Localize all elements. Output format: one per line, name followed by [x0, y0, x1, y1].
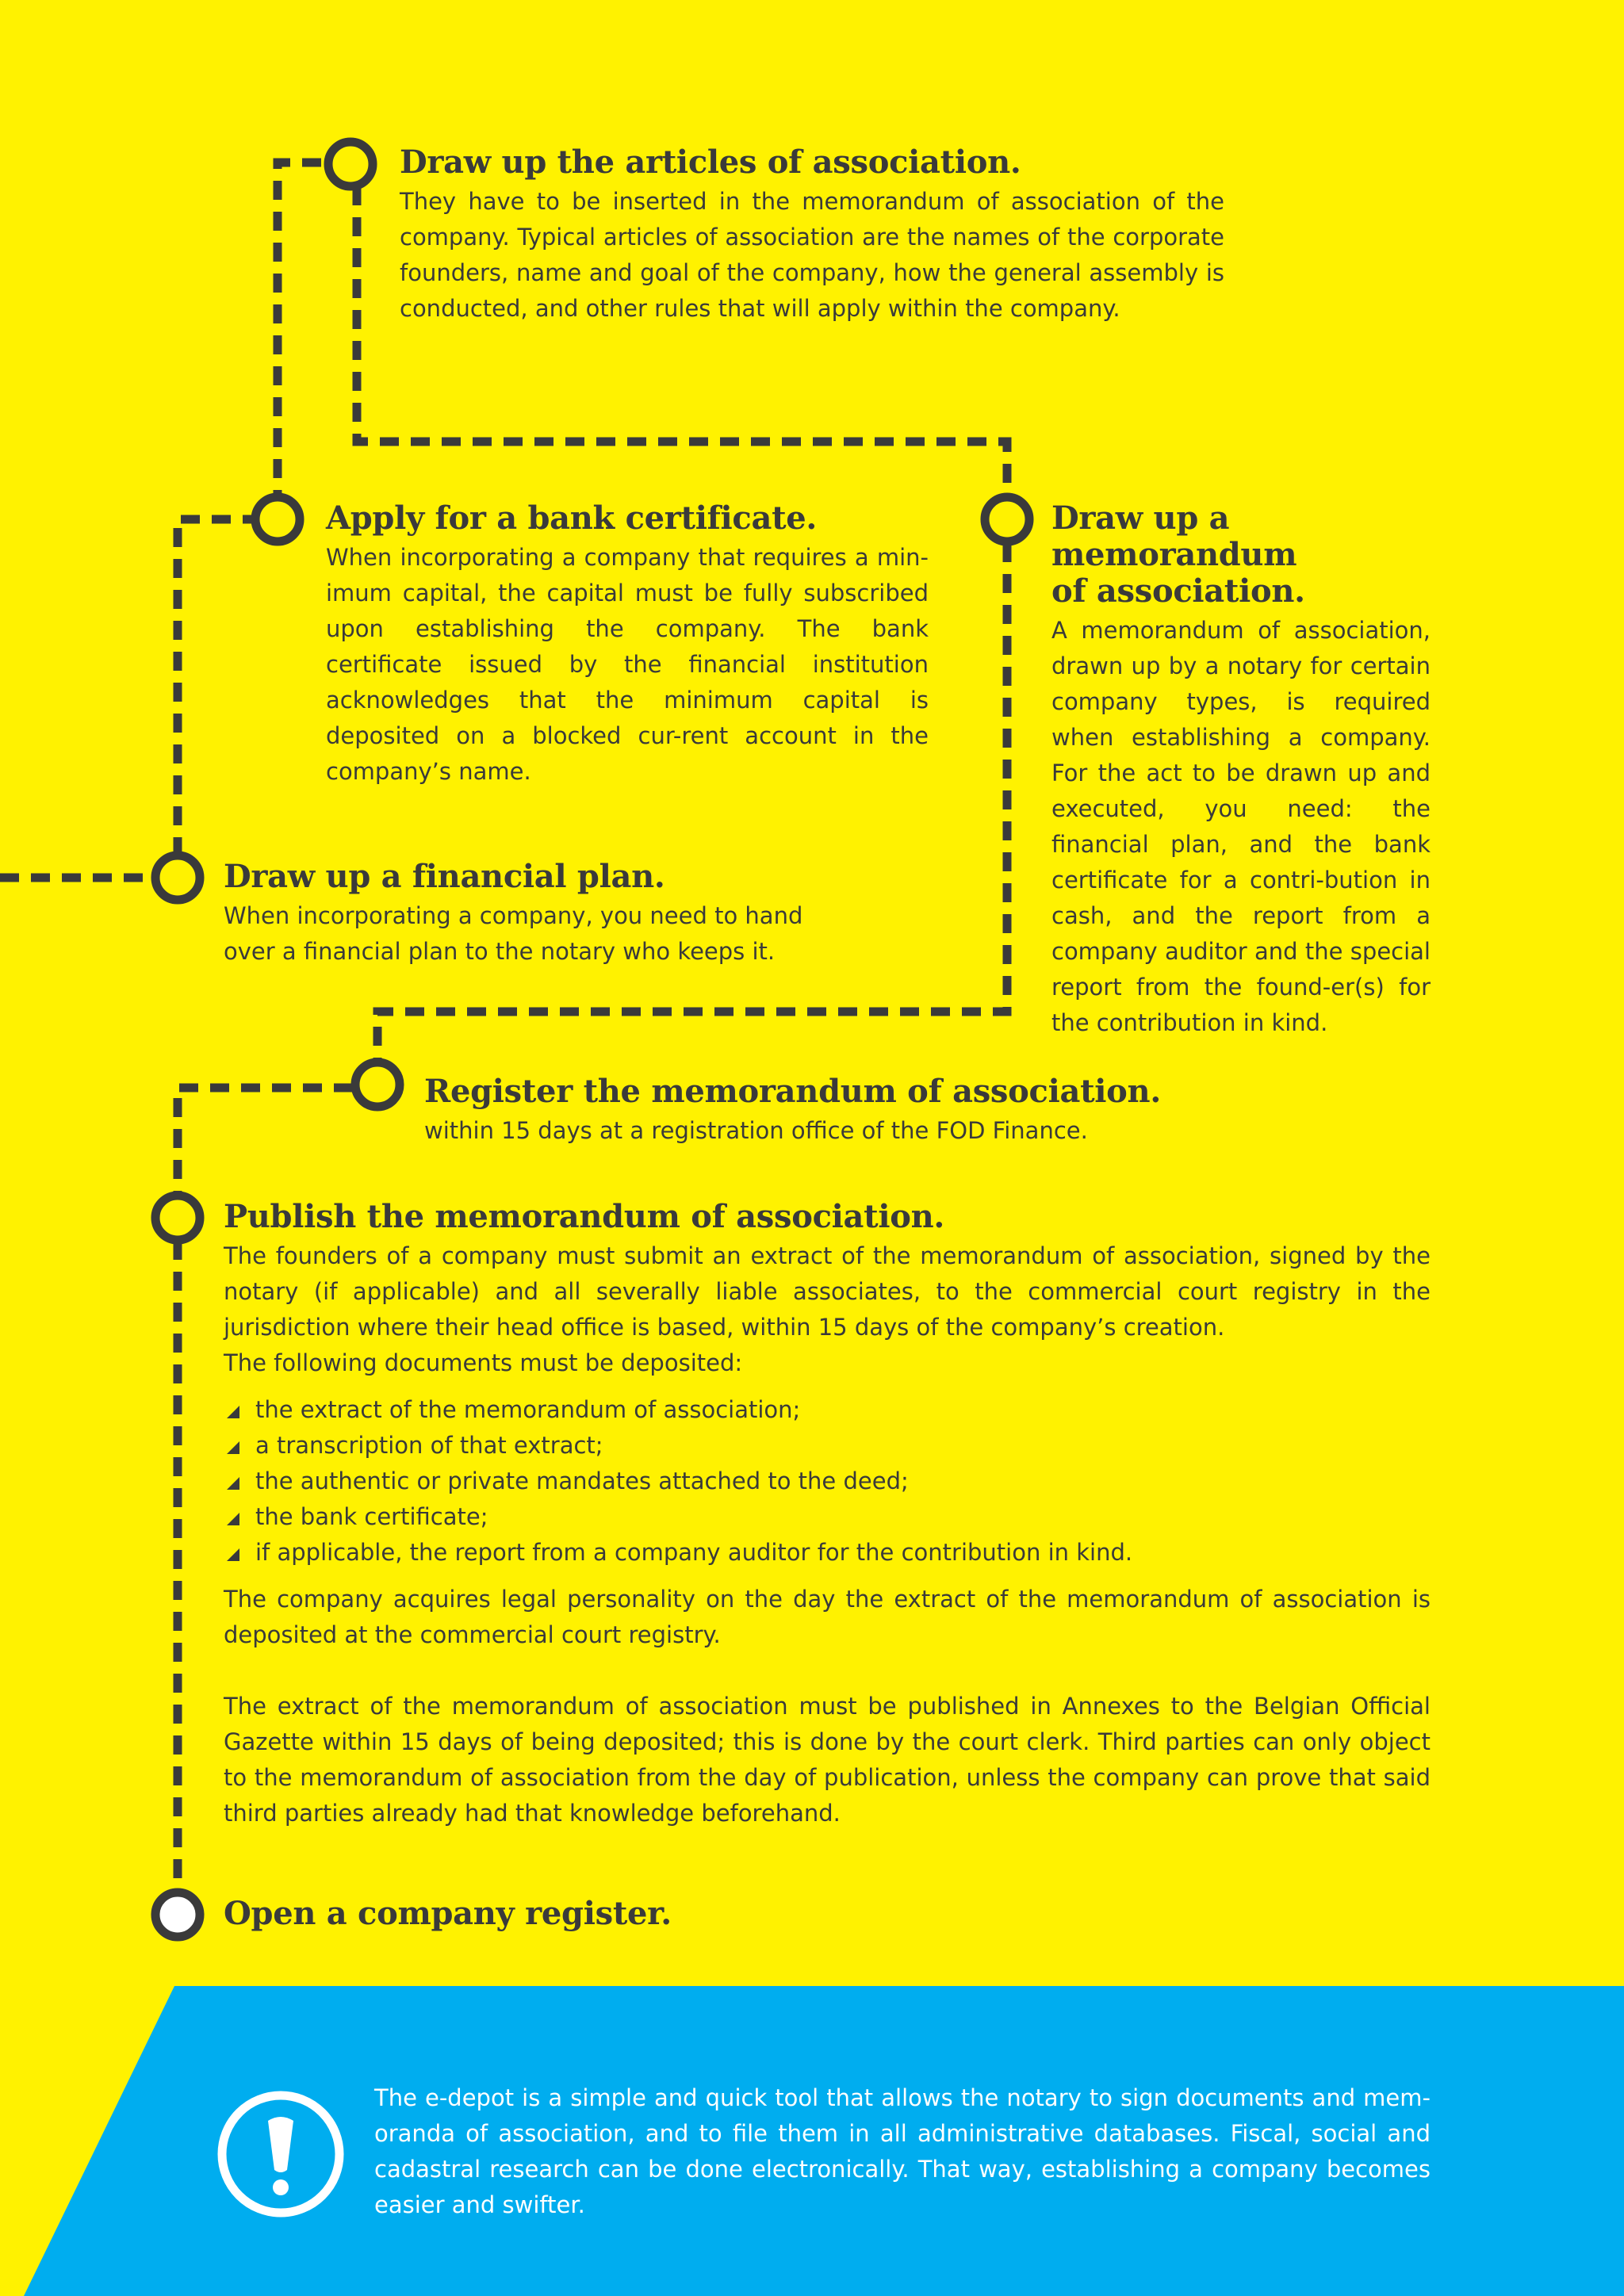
document-list-item-text: the extract of the memorandum of association; [255, 1396, 801, 1423]
step-bank [326, 500, 929, 790]
step-financial [224, 859, 826, 970]
document-list [224, 1392, 1431, 1571]
node-financial [155, 855, 200, 900]
triangle-bullet-icon [227, 1548, 239, 1561]
step-open-register-title: Open a company register. [224, 1895, 672, 1932]
triangle-bullet-icon [227, 1406, 239, 1418]
step-register [424, 1073, 1344, 1149]
node-publish [155, 1196, 200, 1240]
node-bank [255, 497, 300, 541]
node-open-register [155, 1892, 200, 1937]
node-articles [328, 142, 373, 186]
step-publish-legal: The company acquires legal personality on the day the extract of the memorandum of association is deposited at the commercial court registry. [224, 1586, 1431, 1648]
step-open-register [224, 1896, 937, 1932]
step-publish-title: Publish the memorandum of association. [224, 1198, 945, 1235]
document-list-item [224, 1392, 1431, 1428]
step-memorandum [1051, 500, 1431, 1041]
node-register [355, 1062, 400, 1107]
triangle-bullet-icon [227, 1441, 239, 1454]
document-list-item [224, 1535, 1431, 1571]
step-publish-gazette: The extract of the memorandum of association must be published in Annexes to the Belgian Official Gazette within 15 days of being deposited; this is done by the court clerk. Third parties can only object to the memorandum of association from the day of publication, unless the company can prove that said third parties already had that knowledge beforehand. [224, 1693, 1431, 1827]
step-register-body: within 15 days at a registration office of the FOD Finance. [424, 1117, 1088, 1144]
node-memorandum [985, 497, 1029, 541]
step-articles [400, 144, 1224, 327]
step-publish-docs-lead: The following documents must be deposited: [224, 1349, 743, 1376]
document-list-item [224, 1499, 1431, 1535]
step-financial-body: When incorporating a company, you need to hand over a financial plan to the notary who keeps it. [224, 902, 803, 965]
step-financial-title: Draw up a financial plan. [224, 858, 665, 895]
step-bank-body: When incorporating a company that requires a min-imum capital, the capital must be fully subscribed upon establishing the company. The bank certificate issued by the financial institution acknowledges that the minimum capital is deposited on a blocked cur-rent account in the company’s name. [326, 544, 929, 785]
step-bank-title: Apply for a bank certificate. [326, 499, 818, 537]
document-list-item [224, 1428, 1431, 1464]
document-list-item-text: a transcription of that extract; [255, 1432, 603, 1459]
triangle-bullet-icon [227, 1477, 239, 1490]
step-memorandum-title: Draw up a memorandum of association. [1051, 499, 1305, 610]
connector-articles-to-bank [278, 163, 321, 519]
document-list-item-text: the bank certificate; [255, 1503, 488, 1530]
document-list-item-text: the authentic or private mandates attached to the deed; [255, 1468, 909, 1494]
connector-bank-to-financial [178, 519, 262, 878]
info-box-text: The e-depot is a simple and quick tool that allows the notary to sign documents and mem-oranda of association, and to file them in all administrative databases. Fiscal, social and cadastral research can be done electronically. That way, establishing a company becomes easier and swifter. [374, 2084, 1431, 2218]
step-articles-title: Draw up the articles of association. [400, 144, 1021, 181]
step-articles-body: They have to be inserted in the memorandum of association of the company. Typical articles of association are the names of the corporate founders, name and goal of the company, how the general assembly is conducted, and other rules that will apply within the company. [400, 188, 1224, 322]
step-register-title: Register the memorandum of association. [424, 1073, 1161, 1110]
document-list-item-text: if applicable, the report from a company auditor for the contribution in kind. [255, 1539, 1133, 1566]
triangle-bullet-icon [227, 1513, 239, 1525]
step-memorandum-body: A memorandum of association, drawn up by a notary for certain company types, is required when establishing a company. For the act to be drawn up and executed, you need: the financial plan, and the bank certificate for a contri-bution in cash, and the report from a company auditor and the special report from the found-er(s) for the contribution in kind. [1051, 617, 1431, 1036]
step-publish [224, 1199, 1431, 1831]
document-list-item [224, 1464, 1431, 1499]
step-publish-intro: The founders of a company must submit an extract of the memorandum of association, signed by the notary (if applicable) and all severally liable associates, to the commercial court registry in the jurisdiction where their head office is based, within 15 days of the company’s creation. [224, 1242, 1431, 1341]
exclamation-icon [216, 2089, 346, 2219]
